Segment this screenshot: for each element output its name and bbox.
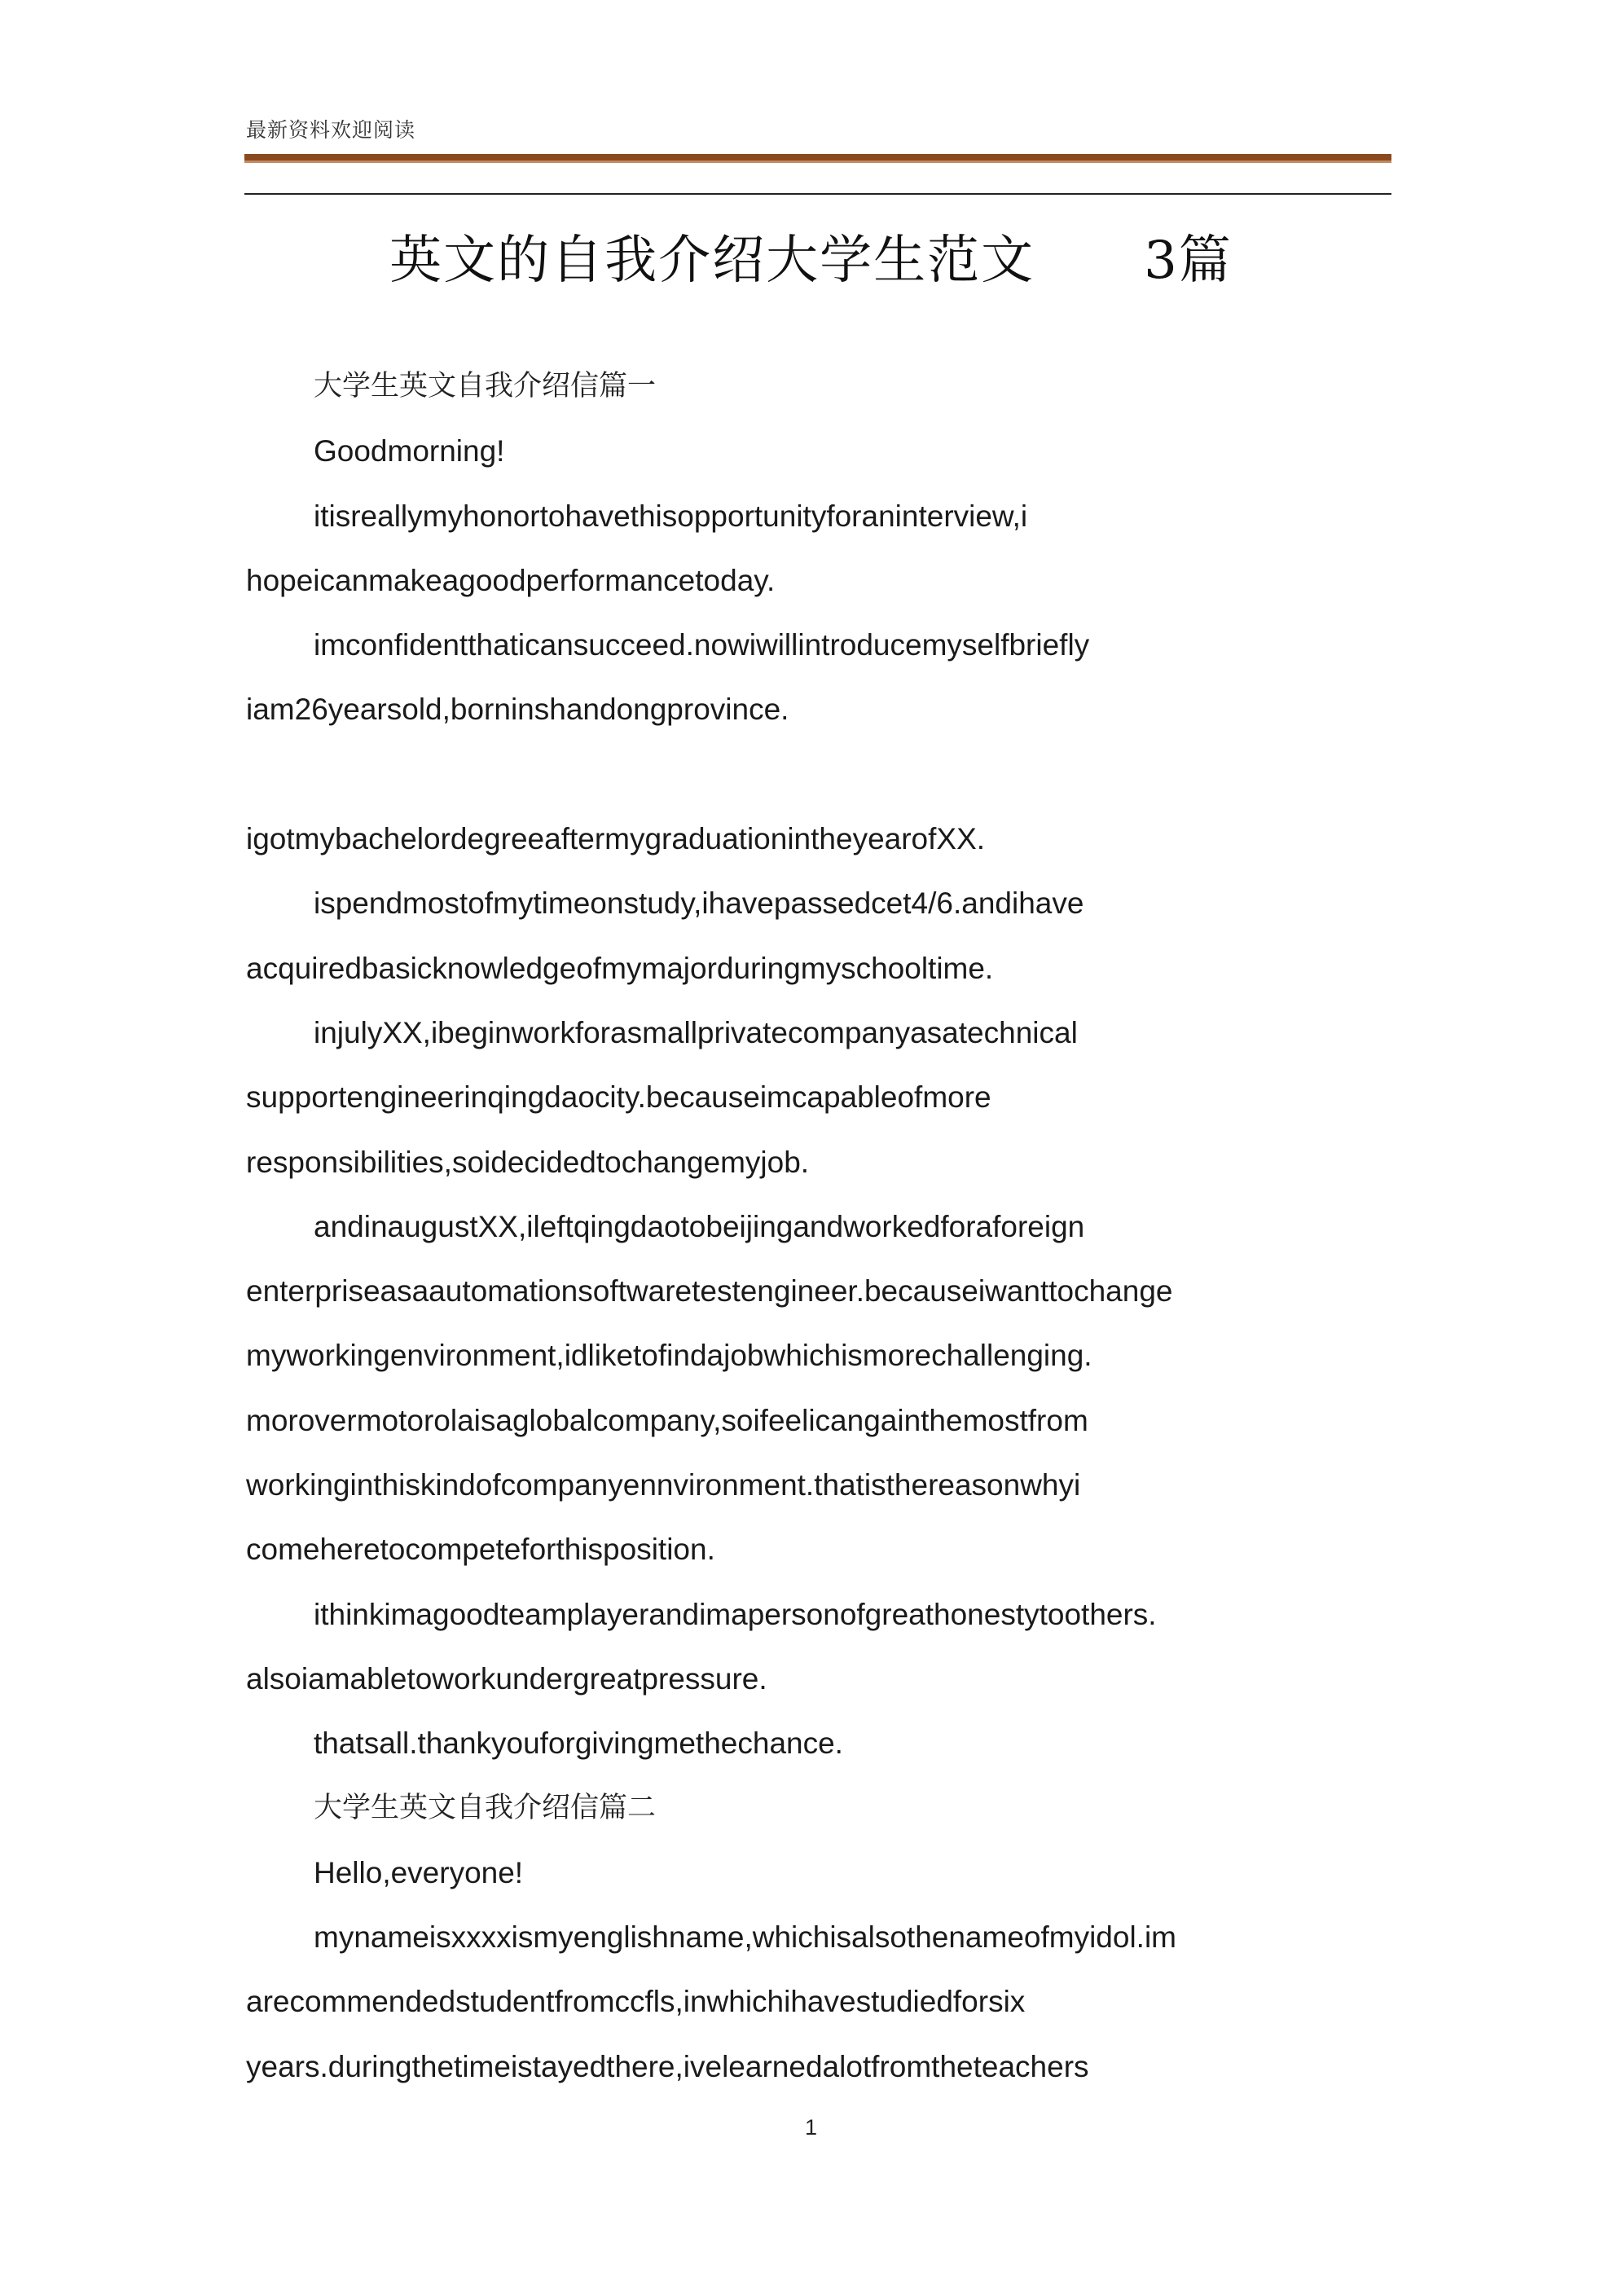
- paragraph-line: workinginthiskindofcompanyennvironment.thatisthereasonwhyi: [246, 1468, 1081, 1502]
- document-body: [246, 354, 1393, 2099]
- paragraph-line: alsoiamabletoworkundergreatpressure.: [246, 1661, 767, 1696]
- paragraph-line: acquiredbasicknowledgeofmymajorduringmyschooltime.: [246, 951, 994, 985]
- section-heading: 大学生英文自我介绍信篇二: [314, 1791, 657, 1824]
- paragraph-line: enterpriseasaautomationsoftwaretestengineer.becauseiwanttochange: [246, 1274, 1173, 1309]
- paragraph-line: itisreallymyhonortohavethisopportunityforaninterview,i: [314, 499, 1028, 533]
- paragraph-line: arecommendedstudentfromccfls,inwhichihavestudiedforsix: [246, 1985, 1026, 2019]
- header-rule-thin: [244, 193, 1391, 195]
- paragraph-line: morovermotorolaisaglobalcompany,soifeelicangainthemostfrom: [246, 1403, 1088, 1437]
- document-title: 英文的自我介绍大学生范文 3篇: [389, 231, 1233, 291]
- paragraph-line: comeheretocompeteforthisposition.: [246, 1533, 715, 1567]
- paragraph-line: hopeicanmakeagoodperformancetoday.: [246, 563, 776, 597]
- running-header: 最新资料欢迎阅读: [246, 118, 416, 142]
- paragraph-line: injulyXX,ibeginworkforasmallprivatecompanyasatechnical: [314, 1015, 1078, 1049]
- paragraph-line: supportengineerinqingdaocity.becauseimcapableofmore: [246, 1080, 991, 1115]
- paragraph-line: Goodmorning!: [314, 434, 505, 468]
- paragraph-line: imconfidentthaticansucceed.nowiwillintroducemyselfbriefly: [314, 628, 1090, 662]
- paragraph-line: thatsall.thankyouforgivingmethechance.: [314, 1726, 843, 1761]
- paragraph-line: myworkingenvironment,idliketofindajobwhichismorechallenging.: [246, 1339, 1092, 1373]
- paragraph-line: Hello,everyone!: [314, 1855, 524, 1889]
- paragraph-line: ithinkimagoodteamplayerandimapersonofgreathonestytoothers.: [314, 1597, 1157, 1631]
- paragraph-line: andinaugustXX,ileftqingdaotobeijingandworkedforaforeign: [314, 1209, 1085, 1243]
- section-heading: 大学生英文自我介绍信篇一: [314, 370, 657, 402]
- header-rule-thick: [244, 154, 1391, 161]
- blank-line: [246, 742, 1393, 807]
- paragraph-line: igotmybachelordegreeaftermygraduationintheyearofXX.: [246, 822, 986, 856]
- header-rule-accent: [244, 161, 1391, 163]
- paragraph-line: responsibilities,soidecidedtochangemyjob.: [246, 1145, 810, 1179]
- paragraph-line: iam26yearsold,borninshandongprovince.: [246, 693, 789, 727]
- paragraph-line: mynameisxxxxismyenglishname,whichisalsothenameofmyidol.im: [314, 1920, 1176, 1955]
- page-number: 1: [804, 2115, 818, 2140]
- paragraph-line: years.duringthetimeistayedthere,ivelearnedalotfromtheteachers: [246, 2049, 1089, 2083]
- paragraph-line: ispendmostofmytimeonstudy,ihavepassedcet4/6.andihave: [314, 886, 1084, 921]
